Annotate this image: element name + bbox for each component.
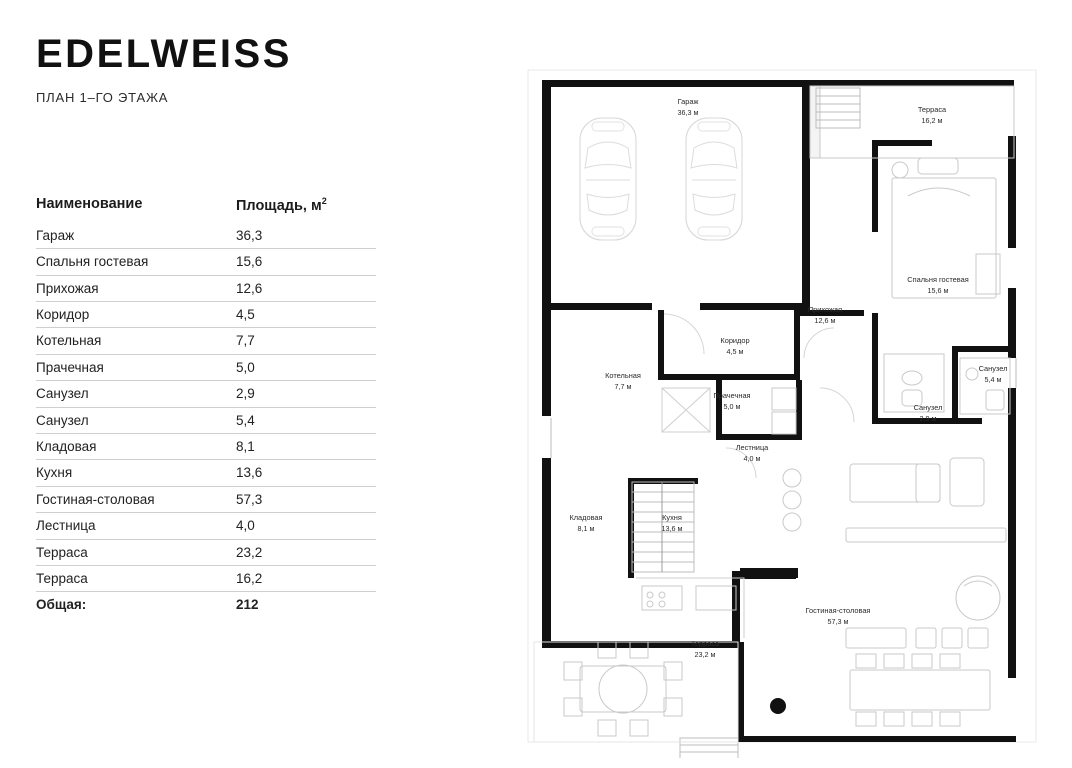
table-row — [36, 513, 376, 539]
room-name-cell: Прачечная — [36, 355, 236, 381]
room-label — [720, 336, 749, 356]
room-area-cell: 7,7 — [236, 328, 376, 354]
room-label-name: Кухня — [662, 513, 682, 522]
room-area-cell: 5,0 — [236, 355, 376, 381]
room-label-name: Спальня гостевая — [907, 275, 969, 284]
table-row — [36, 434, 376, 460]
room-name-cell: Коридор — [36, 302, 236, 328]
room-label-name: Терраса — [917, 105, 947, 114]
room-area-cell: 8,1 — [236, 434, 376, 460]
room-label — [662, 513, 683, 533]
column-header-area — [236, 196, 376, 214]
table-row — [36, 328, 376, 354]
room-label — [806, 606, 871, 626]
room-label-area: 16,2 м — [921, 116, 943, 125]
total-label: Общая: — [36, 597, 87, 613]
room-label — [736, 443, 769, 463]
room-label-area: 36,3 м — [677, 108, 699, 117]
room-label-name: Лестница — [735, 443, 769, 452]
room-label-name: Прихожая — [807, 305, 843, 314]
room-area-cell: 57,3 — [236, 487, 376, 513]
table-row — [36, 302, 376, 328]
room-label-name: Терраса — [690, 639, 720, 648]
room-label-area: 4,0 м — [743, 454, 761, 463]
room-name-cell: Спальня гостевая — [36, 249, 236, 275]
room-label-area: 5,0 м — [723, 402, 741, 411]
page-subtitle: ПЛАН 1–ГО ЭТАЖА — [36, 90, 169, 105]
table-header-row — [36, 196, 376, 223]
room-area-cell: 12,6 — [236, 276, 376, 302]
total-value: 212 — [236, 597, 259, 613]
room-label-area: 2,9 м — [919, 414, 937, 423]
room-label-name: Коридор — [720, 336, 750, 345]
room-area-cell: 4,0 — [236, 513, 376, 539]
room-label-name: Гараж — [677, 97, 699, 106]
room-area-cell: 36,3 — [236, 223, 376, 249]
room-area-cell: 13,6 — [236, 460, 376, 486]
room-label-name: Санузел — [978, 364, 1008, 373]
room-area-cell: 23,2 — [236, 540, 376, 566]
room-name-cell: Кухня — [36, 460, 236, 486]
page-title: EDELWEISS — [36, 32, 292, 76]
room-name-cell: Терраса — [36, 566, 236, 592]
room-area-cell: 2,9 — [236, 381, 376, 407]
column-header-name: Наименование — [36, 196, 143, 212]
room-name-cell: Кладовая — [36, 434, 236, 460]
room-name-cell: Гостиная-столовая — [36, 487, 236, 513]
room-label-area: 4,5 м — [726, 347, 744, 356]
room-label-area: 12,6 м — [814, 316, 836, 325]
table-row — [36, 460, 376, 486]
table-row — [36, 355, 376, 381]
room-area-cell: 15,6 — [236, 249, 376, 275]
room-name-cell: Гараж — [36, 223, 236, 249]
room-label-name: Кладовая — [569, 513, 603, 522]
room-label — [605, 371, 641, 391]
floorplan-drawing — [520, 58, 1050, 758]
room-label-area: 5,4 м — [984, 375, 1002, 384]
room-label-area: 7,7 м — [614, 382, 632, 391]
car-icon — [580, 118, 636, 240]
brand-block — [36, 34, 466, 105]
room-label-area: 13,6 м — [661, 524, 683, 533]
room-name-cell: Прихожая — [36, 276, 236, 302]
room-name-cell: Котельная — [36, 328, 236, 354]
table-row — [36, 540, 376, 566]
table-row — [36, 566, 376, 592]
table-row — [36, 487, 376, 513]
room-label — [907, 275, 968, 295]
room-label-name: Котельная — [605, 371, 641, 380]
room-area-cell: 5,4 — [236, 408, 376, 434]
room-label — [691, 639, 720, 659]
room-label-name: Гостиная-столовая — [805, 606, 871, 615]
room-label-name: Санузел — [913, 403, 943, 412]
room-area-cell: 16,2 — [236, 566, 376, 592]
room-label — [678, 97, 699, 117]
column-header-area-sup: 2 — [321, 196, 327, 206]
car-icon — [686, 118, 742, 240]
room-label — [569, 513, 602, 533]
table-row — [36, 276, 376, 302]
room-name-cell: Санузел — [36, 408, 236, 434]
room-label-area: 8,1 м — [577, 524, 595, 533]
table-row — [36, 381, 376, 407]
room-name-cell: Санузел — [36, 381, 236, 407]
room-name-cell: Терраса — [36, 540, 236, 566]
table-row — [36, 408, 376, 434]
column-header-area-text: Площадь, м — [236, 197, 322, 214]
room-label — [979, 364, 1008, 384]
room-label — [918, 105, 947, 125]
room-label-name: Прачечная — [713, 391, 751, 400]
room-name-cell: Лестница — [36, 513, 236, 539]
table-body — [36, 223, 376, 592]
area-table — [36, 196, 376, 619]
room-area-cell: 4,5 — [236, 302, 376, 328]
table-total-row — [36, 592, 376, 618]
room-label-area: 57,3 м — [827, 617, 849, 626]
room-label-area: 15,6 м — [927, 286, 949, 295]
table-row — [36, 249, 376, 275]
plan-marker — [770, 698, 786, 714]
room-label-area: 23,2 м — [694, 650, 716, 659]
table-row — [36, 223, 376, 249]
